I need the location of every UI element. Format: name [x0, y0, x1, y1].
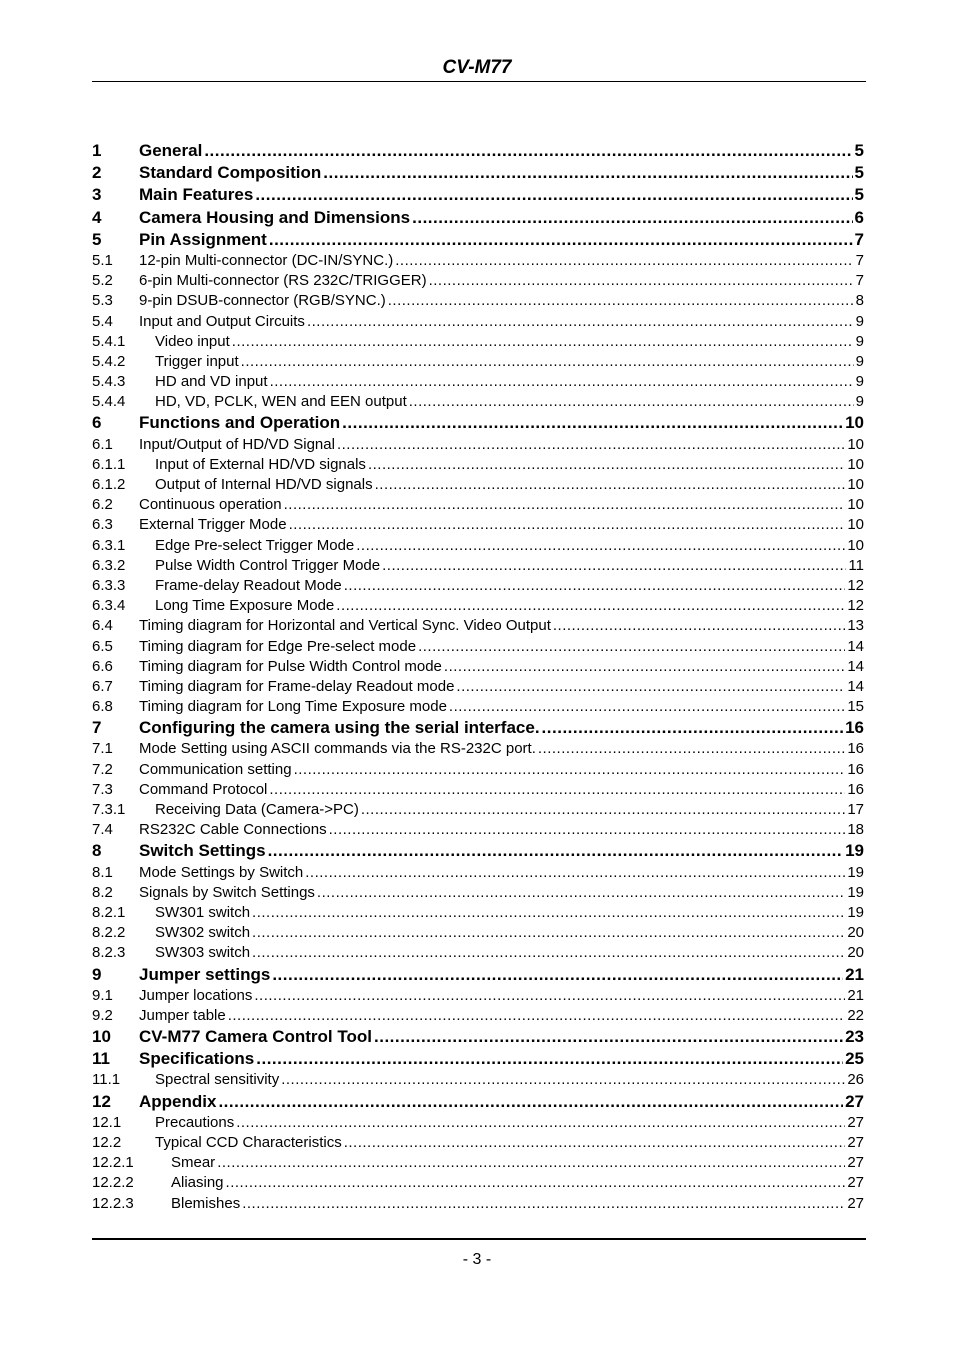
toc-entry-title: HD, VD, PCLK, WEN and EEN output — [155, 393, 407, 411]
toc-entry-page: 18 — [847, 821, 864, 839]
toc-entry[interactable] — [92, 352, 864, 372]
toc-entry-page: 27 — [847, 1194, 864, 1212]
toc-entry-title: Output of Internal HD/VD signals — [155, 476, 373, 493]
toc-entry-page: 27 — [847, 1134, 864, 1151]
toc-entry-number: 12.2 — [92, 1134, 122, 1151]
toc-dot-leader — [336, 596, 845, 616]
toc-entry-title: Command Protocol — [139, 780, 268, 798]
toc-entry-title: 9-pin DSUB-connector (RGB/SYNC.) — [139, 292, 386, 310]
toc-entry-title: Frame-delay Readout Mode — [155, 576, 342, 594]
toc-entry-page: 27 — [845, 1091, 864, 1111]
toc-entry-number: 2 — [92, 163, 102, 183]
toc-entry-title: Pin Assignment — [139, 229, 267, 249]
toc-entry[interactable] — [92, 556, 864, 576]
toc-dot-leader — [281, 1070, 845, 1090]
toc-entry[interactable] — [92, 271, 864, 291]
toc-entry[interactable] — [92, 1091, 864, 1113]
toc-dot-leader — [356, 536, 845, 556]
toc-entry[interactable] — [92, 1026, 864, 1048]
toc-dot-leader — [374, 1026, 843, 1048]
toc-dot-leader — [538, 739, 845, 759]
toc-dot-leader — [252, 903, 845, 923]
toc-entry-number: 6.3.3 — [92, 576, 126, 594]
toc-entry-number: 6.4 — [92, 617, 113, 635]
toc-entry-title: Timing diagram for Long Time Exposure mode — [139, 698, 447, 716]
toc-entry-title: Appendix — [139, 1091, 217, 1111]
toc-dot-leader — [269, 229, 853, 251]
toc-entry-number: 5.1 — [92, 251, 113, 269]
toc-dot-leader — [382, 556, 846, 576]
toc-dot-leader — [232, 332, 854, 352]
toc-entry-page: 16 — [845, 718, 864, 738]
page-header-title: CV-M77 — [442, 57, 512, 78]
toc-entry-number: 7.3.1 — [92, 801, 126, 818]
toc-entry-title: Mode Setting using ASCII commands via the RS-232C port. — [139, 740, 536, 758]
toc-entry-title: Standard Composition — [139, 163, 322, 183]
toc-entry-number: 7.2 — [92, 760, 113, 778]
toc-dot-leader — [256, 1048, 843, 1070]
toc-dot-leader — [344, 576, 846, 596]
toc-entry-page: 10 — [847, 455, 864, 473]
toc-entry-title: Input/Output of HD/VD Signal — [139, 435, 335, 453]
toc-entry-title: Jumper settings — [139, 964, 271, 984]
toc-entry-page: 25 — [845, 1049, 864, 1069]
toc-entry-title: Functions and Operation — [139, 413, 341, 433]
toc-dot-leader — [289, 515, 846, 535]
toc-entry[interactable] — [92, 780, 864, 800]
toc-entry-title: Receiving Data (Camera->PC) — [155, 801, 359, 818]
toc-entry-page: 14 — [847, 637, 864, 655]
toc-dot-leader — [269, 780, 845, 800]
toc-entry-number: 9.1 — [92, 986, 113, 1004]
toc-dot-leader — [204, 140, 852, 162]
toc-entry-page: 20 — [847, 924, 864, 942]
toc-entry-page: 23 — [845, 1027, 864, 1047]
toc-entry-title: Timing diagram for Horizontal and Vertical Sync. Video Output — [139, 617, 551, 635]
toc-entry-number: 11 — [92, 1049, 110, 1069]
toc-entry[interactable] — [92, 184, 864, 206]
toc-dot-leader — [241, 352, 854, 372]
toc-entry[interactable] — [92, 515, 864, 535]
toc-entry-number: 3 — [92, 185, 102, 205]
toc-entry-title: SW301 switch — [155, 903, 251, 921]
toc-entry-page: 7 — [854, 229, 864, 249]
toc-entry[interactable] — [92, 1194, 864, 1214]
toc-dot-leader — [228, 1006, 846, 1026]
toc-entry-page: 8 — [855, 292, 864, 310]
toc-entry-title: Jumper table — [139, 1006, 226, 1024]
toc-entry-page: 19 — [847, 883, 864, 901]
toc-dot-leader — [268, 840, 844, 862]
toc-entry-title: Input of External HD/VD signals — [155, 455, 366, 473]
toc-entry-title: Long Time Exposure Mode — [155, 597, 335, 615]
toc-entry[interactable] — [92, 677, 864, 697]
toc-entry-page: 12 — [847, 576, 864, 594]
toc-entry-title: SW302 switch — [155, 924, 251, 942]
toc-entry-number: 6.3.4 — [92, 597, 126, 615]
toc-dot-leader — [329, 820, 846, 840]
toc-entry[interactable] — [92, 412, 864, 434]
toc-entry[interactable] — [92, 291, 864, 311]
toc-entry[interactable] — [92, 372, 864, 392]
toc-entry-title: Signals by Switch Settings — [139, 883, 315, 901]
toc-dot-leader — [337, 435, 845, 455]
toc-entry-title: Timing diagram for Pulse Width Control mode — [139, 657, 442, 675]
toc-entry[interactable] — [92, 717, 864, 739]
toc-dot-leader — [342, 412, 843, 434]
toc-entry-page: 21 — [845, 964, 864, 984]
toc-dot-leader — [553, 616, 845, 636]
toc-entry-page: 5 — [854, 141, 864, 160]
toc-entry[interactable] — [92, 207, 864, 229]
toc-entry-title: 6-pin Multi-connector (RS 232C/TRIGGER) — [139, 272, 427, 290]
toc-dot-leader — [395, 251, 853, 271]
toc-dot-leader — [305, 863, 845, 883]
toc-entry-page: 16 — [847, 740, 864, 758]
toc-entry[interactable] — [92, 986, 864, 1006]
toc-entry-number: 6 — [92, 413, 102, 433]
toc-entry[interactable] — [92, 596, 864, 616]
toc-entry-page: 7 — [855, 272, 864, 290]
toc-entry-number: 1 — [92, 141, 102, 160]
toc-entry-page: 19 — [847, 903, 864, 921]
toc-entry-number: 7.4 — [92, 821, 113, 839]
toc-entry-number: 7.1 — [92, 740, 113, 758]
toc-entry-title: Timing diagram for Frame-delay Readout mode — [139, 677, 455, 695]
header-rule — [92, 81, 866, 82]
toc-dot-leader — [272, 964, 843, 986]
toc-entry-title: Video input — [155, 332, 230, 350]
toc-entry-title: Blemishes — [171, 1194, 241, 1212]
toc-entry-title: HD and VD input — [155, 373, 268, 391]
toc-entry-page: 10 — [847, 435, 864, 453]
toc-entry-number: 12.1 — [92, 1113, 122, 1131]
toc-entry-title: Typical CCD Characteristics — [155, 1134, 342, 1151]
toc-entry-page: 19 — [847, 863, 864, 881]
toc-entry-title: Timing diagram for Edge Pre-select mode — [139, 637, 417, 655]
toc-entry[interactable] — [92, 140, 864, 162]
toc-dot-leader — [388, 291, 854, 311]
toc-entry-number: 8.2.3 — [92, 944, 126, 962]
toc-entry[interactable] — [92, 455, 864, 475]
toc-dot-leader — [217, 1153, 845, 1173]
toc-entry[interactable] — [92, 739, 864, 759]
toc-dot-leader — [284, 495, 846, 515]
toc-entry-page: 6 — [854, 207, 864, 227]
toc-dot-leader — [252, 923, 845, 943]
toc-entry-page: 10 — [847, 496, 864, 514]
toc-entry[interactable] — [92, 760, 864, 780]
toc-entry-number: 6.5 — [92, 637, 113, 655]
toc-entry-number: 8.2.1 — [92, 903, 126, 921]
toc-entry-number: 8.1 — [92, 863, 113, 881]
toc-dot-leader — [429, 271, 854, 291]
toc-entry-number: 10 — [92, 1027, 111, 1047]
toc-entry-number: 8 — [92, 841, 102, 861]
toc-entry-page: 9 — [855, 332, 864, 350]
toc-entry-number: 8.2.2 — [92, 924, 126, 942]
toc-dot-leader — [294, 760, 846, 780]
toc-dot-leader — [542, 717, 844, 739]
toc-entry-page: 16 — [847, 780, 864, 798]
toc-dot-leader — [449, 697, 845, 717]
toc-entry-number: 5.2 — [92, 272, 113, 290]
toc-entry-page: 14 — [847, 657, 864, 675]
toc-entry[interactable] — [92, 903, 864, 923]
toc-entry-number: 7.3 — [92, 780, 113, 798]
footer-rule — [92, 1238, 866, 1240]
toc-entry-number: 12.2.3 — [92, 1194, 134, 1212]
toc-entry-title: Spectral sensitivity — [155, 1071, 280, 1089]
toc-entry-page: 19 — [845, 841, 864, 861]
toc-entry[interactable] — [92, 251, 864, 271]
toc-dot-leader — [236, 1113, 845, 1133]
toc-entry-number: 6.1.1 — [92, 455, 126, 473]
toc-entry-page: 27 — [847, 1154, 864, 1172]
toc-dot-leader — [218, 1091, 843, 1113]
toc-entry[interactable] — [92, 1048, 864, 1070]
toc-entry-number: 7 — [92, 718, 102, 738]
toc-entry-number: 6.3.1 — [92, 536, 126, 554]
toc-entry[interactable] — [92, 964, 864, 986]
toc-entry[interactable] — [92, 923, 864, 943]
toc-entry-page: 9 — [855, 373, 864, 391]
toc-entry-page: 27 — [847, 1174, 864, 1192]
toc-dot-leader — [344, 1133, 846, 1153]
toc-entry-number: 6.1 — [92, 435, 113, 453]
toc-dot-leader — [317, 883, 845, 903]
toc-entry-page: 9 — [855, 393, 864, 411]
toc-entry[interactable] — [92, 1006, 864, 1026]
toc-entry-page: 21 — [847, 986, 864, 1004]
toc-entry[interactable] — [92, 1113, 864, 1133]
toc-entry-page: 14 — [847, 677, 864, 695]
toc-entry[interactable] — [92, 475, 864, 495]
toc-entry-page: 13 — [847, 617, 864, 635]
toc-entry-number: 6.2 — [92, 496, 113, 514]
table-of-contents — [92, 140, 864, 1214]
toc-entry-page: 12 — [847, 597, 864, 615]
toc-entry[interactable] — [92, 863, 864, 883]
toc-entry-page: 11 — [848, 556, 864, 574]
toc-entry-title: SW303 switch — [155, 944, 251, 962]
toc-dot-leader — [361, 800, 845, 820]
toc-entry-title: Mode Settings by Switch — [139, 863, 304, 881]
toc-entry-number: 11.1 — [92, 1071, 121, 1089]
toc-entry-page: 5 — [854, 163, 864, 183]
toc-dot-leader — [252, 943, 845, 963]
toc-entry-number: 12.2.2 — [92, 1174, 134, 1192]
toc-entry-title: Specifications — [139, 1049, 255, 1069]
toc-entry[interactable] — [92, 800, 864, 820]
toc-entry-page: 10 — [847, 536, 864, 554]
toc-entry[interactable] — [92, 883, 864, 903]
toc-dot-leader — [255, 184, 852, 206]
toc-entry[interactable] — [92, 495, 864, 515]
toc-entry-page: 5 — [854, 185, 864, 205]
toc-entry-title: Communication setting — [139, 760, 292, 778]
toc-entry-number: 4 — [92, 207, 102, 227]
toc-entry[interactable] — [92, 637, 864, 657]
toc-entry-number: 6.8 — [92, 698, 113, 716]
toc-dot-leader — [323, 162, 852, 184]
toc-entry-number: 5 — [92, 229, 102, 249]
toc-entry-number: 6.7 — [92, 677, 113, 695]
toc-entry-number: 5.4 — [92, 312, 113, 330]
toc-entry-title: Input and Output Circuits — [139, 312, 305, 330]
toc-entry-title: Camera Housing and Dimensions — [139, 207, 411, 227]
toc-dot-leader — [412, 207, 852, 229]
toc-entry-number: 6.3.2 — [92, 556, 126, 574]
toc-dot-leader — [242, 1194, 845, 1214]
toc-entry-title: Configuring the camera using the serial interface. — [139, 718, 540, 738]
toc-entry-page: 9 — [855, 352, 864, 370]
toc-entry-title: Smear — [171, 1154, 216, 1172]
toc-entry-title: Jumper locations — [139, 986, 253, 1004]
toc-entry-page: 10 — [845, 413, 864, 433]
toc-entry-page: 22 — [847, 1006, 864, 1024]
toc-entry-page: 7 — [855, 251, 864, 269]
toc-entry-title: Edge Pre-select Trigger Mode — [155, 536, 355, 554]
toc-entry[interactable] — [92, 576, 864, 596]
toc-dot-leader — [270, 372, 854, 392]
toc-entry[interactable] — [92, 435, 864, 455]
toc-entry-number: 5.4.3 — [92, 373, 126, 391]
toc-entry[interactable] — [92, 229, 864, 251]
toc-entry[interactable] — [92, 332, 864, 352]
toc-entry[interactable] — [92, 1070, 864, 1090]
toc-entry-title: General — [139, 141, 203, 160]
toc-dot-leader — [226, 1173, 846, 1193]
toc-entry[interactable] — [92, 536, 864, 556]
toc-entry-title: 12-pin Multi-connector (DC-IN/SYNC.) — [139, 251, 394, 269]
toc-entry-number: 5.4.1 — [92, 332, 126, 350]
toc-entry-page: 15 — [847, 698, 864, 716]
toc-entry-number: 6.3 — [92, 516, 113, 534]
toc-entry-page: 10 — [847, 516, 864, 534]
toc-entry[interactable] — [92, 820, 864, 840]
toc-entry-title: External Trigger Mode — [139, 516, 287, 534]
toc-entry-page: 27 — [847, 1113, 864, 1131]
toc-dot-leader — [375, 475, 846, 495]
toc-entry[interactable] — [92, 1173, 864, 1193]
toc-entry-page: 9 — [855, 312, 864, 330]
toc-entry-number: 5.4.2 — [92, 352, 126, 370]
toc-entry[interactable] — [92, 943, 864, 963]
toc-entry[interactable] — [92, 697, 864, 717]
page-number: - 3 - — [462, 1251, 492, 1268]
toc-dot-leader — [254, 986, 845, 1006]
toc-entry-page: 26 — [847, 1071, 864, 1089]
toc-entry-title: Main Features — [139, 185, 254, 205]
toc-entry[interactable] — [92, 616, 864, 636]
toc-entry-title: Switch Settings — [139, 841, 266, 861]
toc-entry-number: 8.2 — [92, 883, 113, 901]
toc-dot-leader — [307, 312, 854, 332]
toc-entry[interactable] — [92, 1133, 864, 1153]
toc-entry[interactable] — [92, 392, 864, 412]
toc-entry-page: 10 — [847, 476, 864, 493]
toc-entry-page: 16 — [847, 760, 864, 778]
toc-entry-title: Trigger input — [155, 352, 239, 370]
toc-entry-number: 9.2 — [92, 1006, 113, 1024]
toc-entry-number: 5.4.4 — [92, 393, 126, 411]
toc-entry-number: 12 — [92, 1091, 111, 1111]
toc-entry-page: 17 — [847, 801, 864, 818]
toc-entry-title: RS232C Cable Connections — [139, 821, 327, 839]
toc-entry-title: Precautions — [155, 1113, 235, 1131]
toc-entry-title: Continuous operation — [139, 496, 282, 514]
toc-entry-number: 9 — [92, 964, 102, 984]
toc-entry-title: Pulse Width Control Trigger Mode — [155, 556, 381, 574]
toc-dot-leader — [444, 657, 845, 677]
toc-entry[interactable] — [92, 162, 864, 184]
toc-entry[interactable] — [92, 657, 864, 677]
toc-dot-leader — [418, 637, 845, 657]
toc-entry-number: 6.1.2 — [92, 476, 126, 493]
toc-entry-title: Aliasing — [171, 1174, 224, 1192]
toc-entry-page: 20 — [847, 944, 864, 962]
toc-dot-leader — [409, 392, 854, 412]
toc-entry[interactable] — [92, 840, 864, 862]
toc-entry-number: 5.3 — [92, 292, 113, 310]
toc-entry-number: 12.2.1 — [92, 1154, 134, 1172]
toc-dot-leader — [456, 677, 845, 697]
toc-entry[interactable] — [92, 312, 864, 332]
toc-entry[interactable] — [92, 1153, 864, 1173]
toc-entry-title: CV-M77 Camera Control Tool — [139, 1027, 372, 1047]
toc-entry-number: 6.6 — [92, 657, 113, 675]
toc-dot-leader — [368, 455, 845, 475]
